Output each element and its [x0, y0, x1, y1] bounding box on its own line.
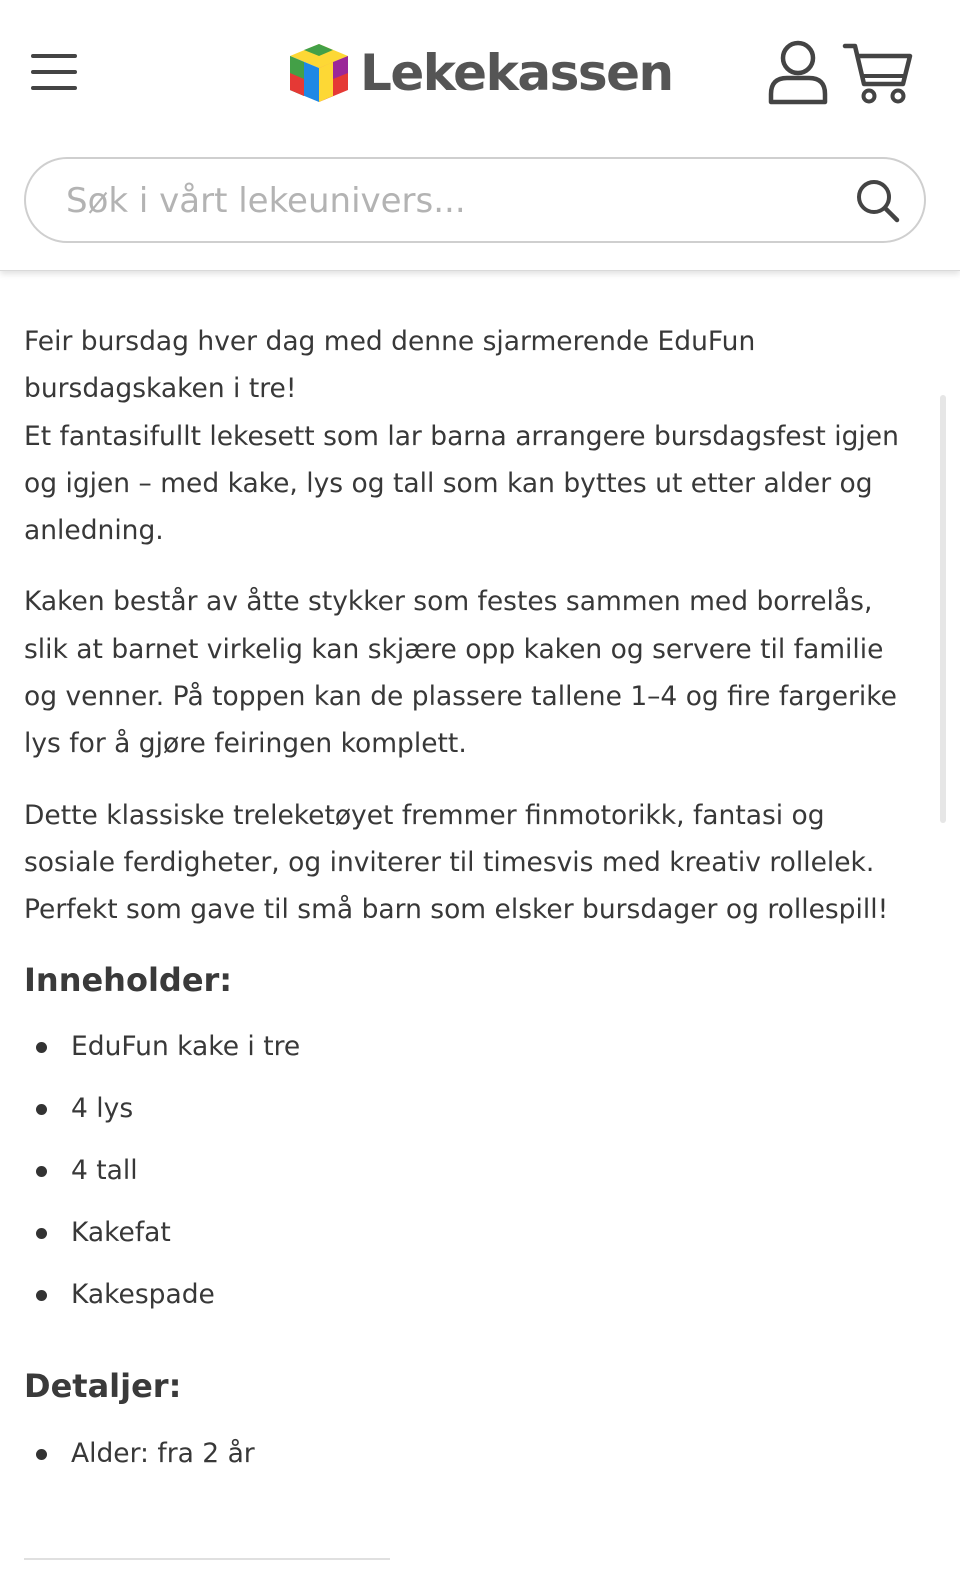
search-bar [24, 157, 926, 243]
scrollbar[interactable] [940, 395, 946, 823]
list-item: Kakefat [24, 1202, 904, 1264]
description-paragraph-2: Kaken består av åtte stykker som festes sammen med borrelås, slik at barnet virkelig kan skjære opp kaken og servere til familie og venner. På toppen kan de plassere tallene 1–4 og fire fargerike lys for å gjøre feiringen komplett. [24, 586, 897, 760]
intro-line-1: Feir bursdag hver dag med denne sjarmerende EduFun bursdagskaken i tre! [24, 326, 756, 405]
details-list [24, 1423, 904, 1485]
brand-logo[interactable] [286, 40, 673, 106]
list-item: EduFun kake i tre [24, 1016, 904, 1078]
product-description [24, 318, 904, 1485]
list-item: Alder: fra 2 år [24, 1423, 904, 1485]
intro-line-2: Et fantasifullt lekesett som lar barna arrangere bursdagsfest igjen og igjen – med kake, lys og tall som kan byttes ut etter alder og anledning. [24, 420, 899, 547]
search-icon[interactable] [852, 175, 904, 227]
details-heading: Detaljer: [24, 1366, 182, 1405]
brand-name: Lekekassen [360, 44, 673, 102]
description-paragraph-3: Dette klassiske treleketøyet fremmer finmotorikk, fantasi og sosiale ferdigheter, og inviterer til timesvis med kreativ rollelek. Perfekt som gave til små barn som elsker bursdager og rollespill! [24, 799, 889, 926]
user-account-icon[interactable] [766, 38, 830, 106]
description-intro [24, 318, 904, 554]
site-header [0, 0, 960, 271]
list-item: Kakespade [24, 1264, 904, 1326]
menu-icon[interactable] [28, 48, 80, 96]
list-item: 4 tall [24, 1140, 904, 1202]
contains-list [24, 1016, 904, 1326]
puzzle-cube-icon [286, 40, 352, 106]
divider [24, 1558, 390, 1560]
list-item: 4 lys [24, 1078, 904, 1140]
search-input[interactable] [64, 167, 848, 235]
contains-heading: Inneholder: [24, 960, 233, 999]
shopping-cart-icon[interactable] [842, 40, 914, 106]
